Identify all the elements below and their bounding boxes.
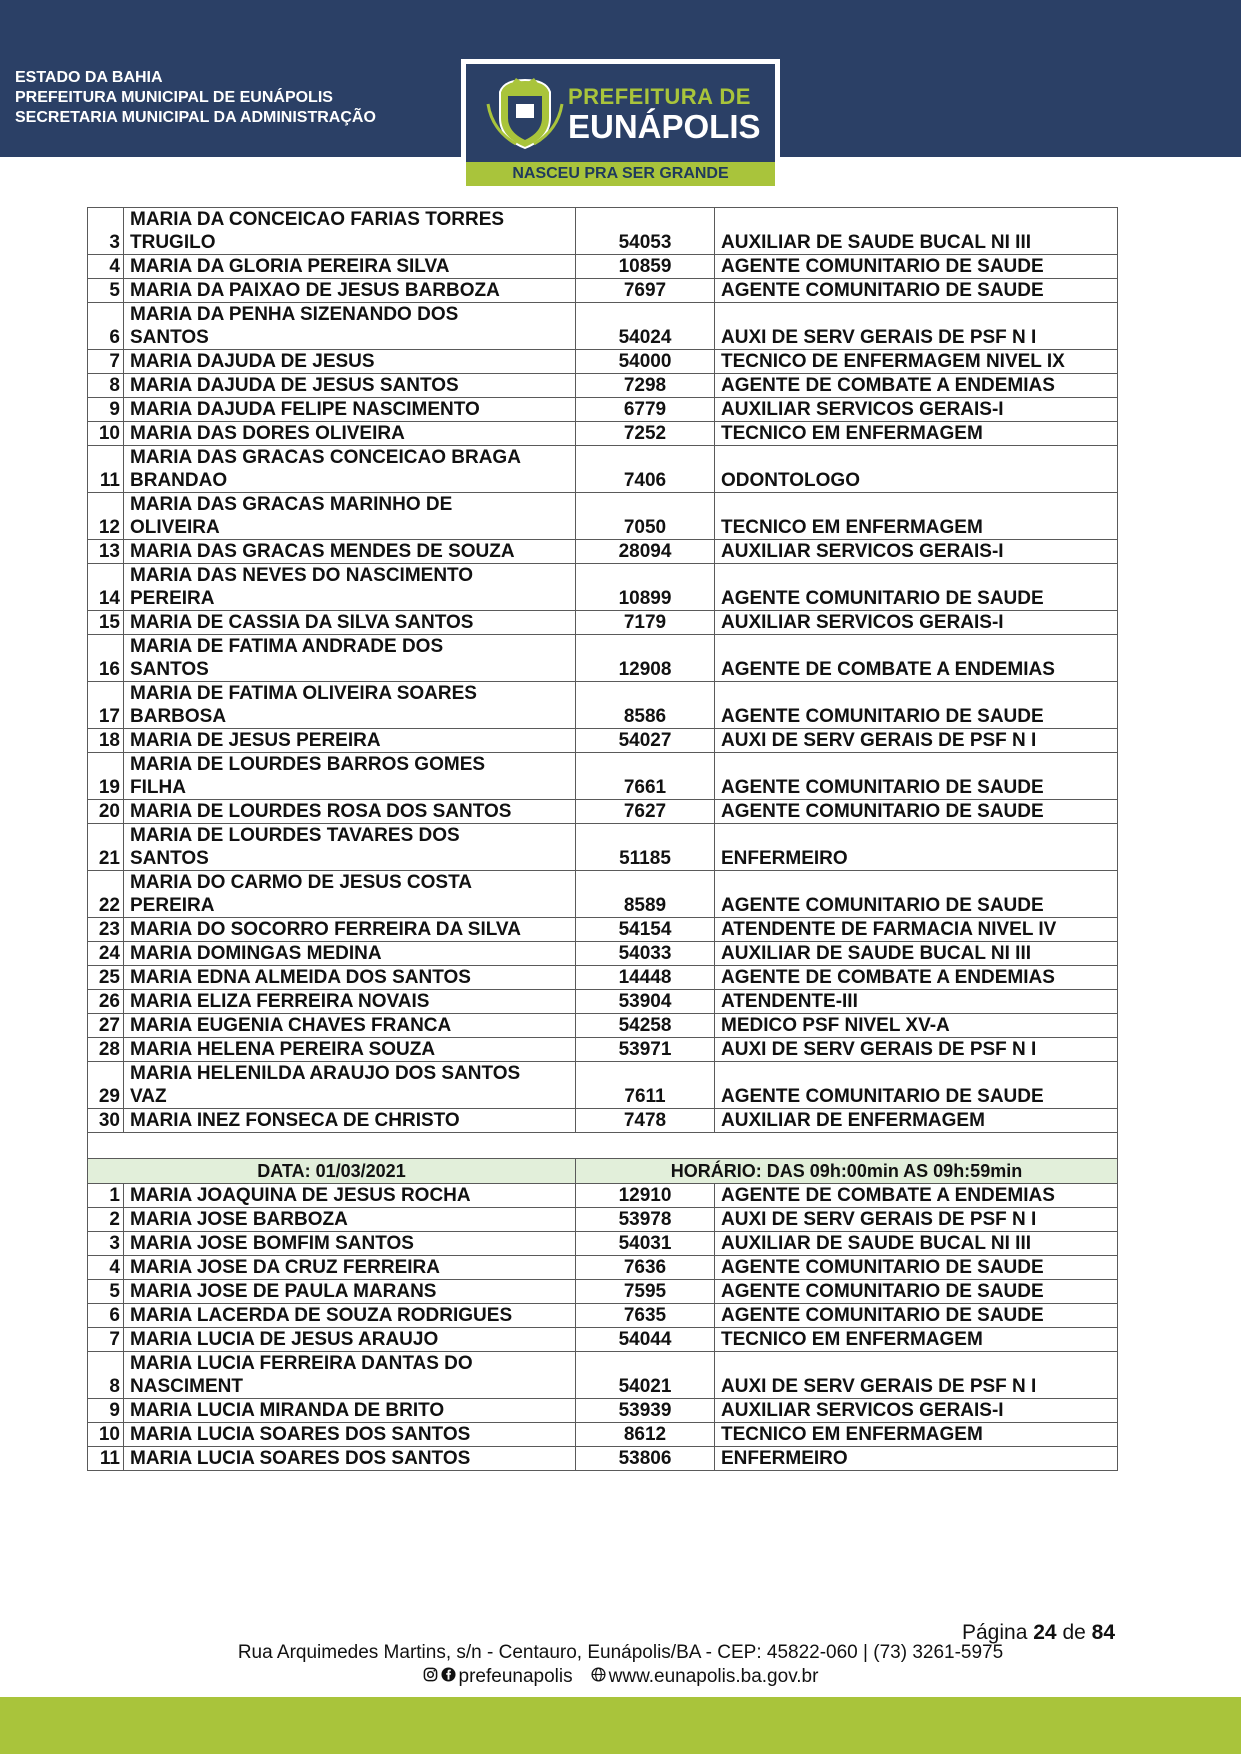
employee-name-line: OLIVEIRA [130, 517, 220, 538]
employee-id: 8589 [576, 871, 715, 918]
row-number: 30 [88, 1109, 124, 1133]
row-number: 20 [88, 800, 124, 824]
logo-text-top: PREFEITURA DE [568, 84, 751, 109]
schedule-time: HORÁRIO: DAS 09h:00min AS 09h:59min [576, 1159, 1118, 1184]
table-row [88, 1038, 1118, 1062]
table-row [88, 374, 1118, 398]
employee-name [124, 540, 576, 564]
globe-icon [591, 1666, 609, 1688]
employee-role: AGENTE COMUNITARIO DE SAUDE [715, 800, 1118, 824]
employee-name-line: MARIA HELENA PEREIRA SOUZA [130, 1039, 436, 1060]
employee-id: 53939 [576, 1399, 715, 1423]
prefecture-logo [461, 59, 780, 191]
table-row [88, 1256, 1118, 1280]
page-word: Página [962, 1621, 1028, 1644]
employee-name [124, 611, 576, 635]
row-number: 25 [88, 966, 124, 990]
employee-name [124, 1352, 576, 1399]
employee-role: TECNICO EM ENFERMAGEM [715, 493, 1118, 540]
employee-name [124, 1304, 576, 1328]
row-number: 7 [88, 350, 124, 374]
employee-id: 7661 [576, 753, 715, 800]
employee-name-line: MARIA DE FATIMA ANDRADE DOS [130, 636, 444, 657]
row-number: 9 [88, 1399, 124, 1423]
employee-name [124, 208, 576, 255]
employee-name [124, 1399, 576, 1423]
table-row [88, 446, 1118, 493]
employee-name-line: NASCIMENT [130, 1376, 243, 1397]
employee-id: 54258 [576, 1014, 715, 1038]
employee-name [124, 1280, 576, 1304]
section-separator [88, 1133, 1118, 1159]
employee-name [124, 1423, 576, 1447]
employee-name-line: MARIA DO SOCORRO FERREIRA DA SILVA [130, 919, 521, 940]
table-row [88, 350, 1118, 374]
employee-id: 53978 [576, 1208, 715, 1232]
employee-name [124, 1038, 576, 1062]
employee-id: 7252 [576, 422, 715, 446]
table-row [88, 1208, 1118, 1232]
table-row [88, 1423, 1118, 1447]
table-row [88, 540, 1118, 564]
table-row [88, 1352, 1118, 1399]
employee-role: AGENTE COMUNITARIO DE SAUDE [715, 279, 1118, 303]
employee-name [124, 350, 576, 374]
employee-name-line: BRANDAO [130, 470, 228, 491]
employee-name-line: MARIA DAJUDA FELIPE NASCIMENTO [130, 399, 480, 420]
table-row [88, 1447, 1118, 1471]
employee-role: AGENTE COMUNITARIO DE SAUDE [715, 1256, 1118, 1280]
row-number: 26 [88, 990, 124, 1014]
row-number: 4 [88, 255, 124, 279]
table-row [88, 255, 1118, 279]
row-number: 24 [88, 942, 124, 966]
employee-name-line: MARIA DE CASSIA DA SILVA SANTOS [130, 612, 474, 633]
employee-id: 54053 [576, 208, 715, 255]
employee-role: AUXI DE SERV GERAIS DE PSF N I [715, 303, 1118, 350]
employee-name-line: MARIA LUCIA SOARES DOS SANTOS [130, 1448, 471, 1469]
employee-name [124, 1232, 576, 1256]
employee-id: 53904 [576, 990, 715, 1014]
section2-rows [88, 1184, 1118, 1471]
employee-role: ATENDENTE-III [715, 990, 1118, 1014]
employee-name-line: MARIA DA PENHA SIZENANDO DOS [130, 304, 459, 325]
employee-name-line: MARIA INEZ FONSECA DE CHRISTO [130, 1110, 460, 1131]
employee-name-line: SANTOS [130, 327, 209, 348]
page-of: de [1062, 1621, 1086, 1644]
row-number: 8 [88, 1352, 124, 1399]
row-number: 8 [88, 374, 124, 398]
employee-name-line: MARIA JOSE DE PAULA MARANS [130, 1281, 437, 1302]
row-number: 28 [88, 1038, 124, 1062]
employee-name [124, 422, 576, 446]
table-row [88, 682, 1118, 729]
employee-role: AUXI DE SERV GERAIS DE PSF N I [715, 729, 1118, 753]
employee-id: 7627 [576, 800, 715, 824]
employee-name [124, 398, 576, 422]
employee-name-line: MARIA DA GLORIA PEREIRA SILVA [130, 256, 450, 277]
employee-name [124, 682, 576, 729]
row-number: 1 [88, 1184, 124, 1208]
table-row [88, 1280, 1118, 1304]
employee-role: MEDICO PSF NIVEL XV-A [715, 1014, 1118, 1038]
employee-name [124, 279, 576, 303]
employee-role: AGENTE COMUNITARIO DE SAUDE [715, 1280, 1118, 1304]
employee-name-line: MARIA DE LOURDES BARROS GOMES [130, 754, 486, 775]
table-row [88, 1062, 1118, 1109]
employee-id: 54031 [576, 1232, 715, 1256]
employee-role: AUXILIAR DE SAUDE BUCAL NI III [715, 942, 1118, 966]
employee-role: AUXILIAR DE SAUDE BUCAL NI III [715, 208, 1118, 255]
employee-role: AUXILIAR DE ENFERMAGEM [715, 1109, 1118, 1133]
employee-role: ENFERMEIRO [715, 1447, 1118, 1471]
table-row [88, 918, 1118, 942]
logo-text-city: EUNÁPOLIS [568, 108, 761, 145]
employee-name-line: MARIA EUGENIA CHAVES FRANCA [130, 1015, 452, 1036]
table-row [88, 1184, 1118, 1208]
schedule-date: DATA: 01/03/2021 [88, 1159, 576, 1184]
header-line-secretariat: SECRETARIA MUNICIPAL DA ADMINISTRAÇÃO [15, 109, 376, 126]
logo-slogan: NASCEU PRA SER GRANDE [466, 162, 775, 186]
row-number: 14 [88, 564, 124, 611]
employee-name [124, 1328, 576, 1352]
employee-name-line: MARIA LUCIA DE JESUS ARAUJO [130, 1329, 439, 1350]
footer-address: Rua Arquimedes Martins, s/n - Centauro, Eunápolis/BA - CEP: 45822-060 | (73) 3261-5975 [237, 1642, 1004, 1663]
employee-name-line: MARIA JOSE DA CRUZ FERREIRA [130, 1257, 440, 1278]
row-number: 23 [88, 918, 124, 942]
employee-name-line: MARIA DAJUDA DE JESUS SANTOS [130, 375, 459, 396]
employee-role: ODONTOLOGO [715, 446, 1118, 493]
row-number: 21 [88, 824, 124, 871]
employee-name [124, 729, 576, 753]
facebook-icon [441, 1666, 459, 1688]
employee-name [124, 1109, 576, 1133]
employee-name-line: MARIA LUCIA SOARES DOS SANTOS [130, 1424, 471, 1445]
empty-row [88, 1133, 1118, 1159]
employee-id: 54033 [576, 942, 715, 966]
employee-id: 14448 [576, 966, 715, 990]
row-number: 5 [88, 279, 124, 303]
employee-id: 8586 [576, 682, 715, 729]
employee-name-line: SANTOS [130, 848, 209, 869]
employee-id: 54044 [576, 1328, 715, 1352]
section2-header [88, 1159, 1118, 1184]
employee-role: AUXILIAR SERVICOS GERAIS-I [715, 540, 1118, 564]
table-row [88, 611, 1118, 635]
row-number: 11 [88, 446, 124, 493]
footer-color-bar [0, 1697, 1241, 1754]
employee-role: TECNICO EM ENFERMAGEM [715, 1328, 1118, 1352]
table-row [88, 942, 1118, 966]
instagram-icon [423, 1666, 441, 1688]
employee-id: 53971 [576, 1038, 715, 1062]
table-row [88, 824, 1118, 871]
employee-id: 7050 [576, 493, 715, 540]
employee-id: 7636 [576, 1256, 715, 1280]
employee-id: 7406 [576, 446, 715, 493]
table-row [88, 1328, 1118, 1352]
employee-name-line: PEREIRA [130, 895, 215, 916]
employee-name [124, 1447, 576, 1471]
employee-name-line: MARIA DE LOURDES TAVARES DOS [130, 825, 460, 846]
employee-id: 51185 [576, 824, 715, 871]
row-number: 5 [88, 1280, 124, 1304]
employee-name-line: BARBOSA [130, 706, 227, 727]
employee-name-line: MARIA JOAQUINA DE JESUS ROCHA [130, 1185, 471, 1206]
row-number: 22 [88, 871, 124, 918]
table-row [88, 279, 1118, 303]
row-number: 18 [88, 729, 124, 753]
employee-name [124, 990, 576, 1014]
section1-rows [88, 208, 1118, 1133]
employee-role: TECNICO DE ENFERMAGEM NIVEL IX [715, 350, 1118, 374]
employee-role: AGENTE DE COMBATE A ENDEMIAS [715, 966, 1118, 990]
row-number: 9 [88, 398, 124, 422]
employee-role: AUXI DE SERV GERAIS DE PSF N I [715, 1208, 1118, 1232]
employee-role: AGENTE COMUNITARIO DE SAUDE [715, 1062, 1118, 1109]
employee-name-line: MARIA DAJUDA DE JESUS [130, 351, 375, 372]
employee-id: 7298 [576, 374, 715, 398]
table-row [88, 1399, 1118, 1423]
row-number: 12 [88, 493, 124, 540]
employee-name-line: MARIA LACERDA DE SOUZA RODRIGUES [130, 1305, 513, 1326]
employee-name [124, 635, 576, 682]
employee-role: ENFERMEIRO [715, 824, 1118, 871]
employee-name-line: MARIA DAS GRACAS MARINHO DE [130, 494, 453, 515]
table-row [88, 398, 1118, 422]
employee-name-line: TRUGILO [130, 232, 216, 253]
employee-id: 53806 [576, 1447, 715, 1471]
row-number: 10 [88, 422, 124, 446]
staff-schedule-table [87, 207, 1118, 1471]
table-row [88, 303, 1118, 350]
employee-name-line: MARIA DO CARMO DE JESUS COSTA [130, 872, 473, 893]
employee-name-line: MARIA DE JESUS PEREIRA [130, 730, 381, 751]
employee-name [124, 1256, 576, 1280]
footer-social [0, 1666, 1241, 1688]
table-row [88, 564, 1118, 611]
employee-name [124, 942, 576, 966]
table-row [88, 966, 1118, 990]
employee-name-line: FILHA [130, 777, 186, 798]
header-line-prefecture: PREFEITURA MUNICIPAL DE EUNÁPOLIS [15, 89, 333, 106]
employee-id: 7635 [576, 1304, 715, 1328]
employee-id: 7179 [576, 611, 715, 635]
employee-id: 54000 [576, 350, 715, 374]
employee-name [124, 871, 576, 918]
header-line-state: ESTADO DA BAHIA [15, 69, 163, 86]
employee-name-line: MARIA DAS GRACAS CONCEICAO BRAGA [130, 447, 521, 468]
row-number: 6 [88, 1304, 124, 1328]
employee-role: AGENTE DE COMBATE A ENDEMIAS [715, 1184, 1118, 1208]
employee-name-line: MARIA DAS NEVES DO NASCIMENTO [130, 565, 474, 586]
employee-name-line: MARIA JOSE BARBOZA [130, 1209, 348, 1230]
row-number: 17 [88, 682, 124, 729]
employee-id: 12908 [576, 635, 715, 682]
employee-role: AUXILIAR DE SAUDE BUCAL NI III [715, 1232, 1118, 1256]
employee-id: 6779 [576, 398, 715, 422]
row-number: 11 [88, 1447, 124, 1471]
table-row [88, 1304, 1118, 1328]
employee-name [124, 1208, 576, 1232]
page-current: 24 [1033, 1621, 1057, 1644]
website-link[interactable]: www.eunapolis.ba.gov.br [608, 1666, 819, 1687]
employee-name-line: SANTOS [130, 659, 209, 680]
employee-id: 12910 [576, 1184, 715, 1208]
employee-role: AUXILIAR SERVICOS GERAIS-I [715, 611, 1118, 635]
table-row [88, 422, 1118, 446]
employee-role: AGENTE COMUNITARIO DE SAUDE [715, 1304, 1118, 1328]
employee-role: AGENTE COMUNITARIO DE SAUDE [715, 871, 1118, 918]
table-row [88, 635, 1118, 682]
employee-id: 28094 [576, 540, 715, 564]
table-row [88, 729, 1118, 753]
employee-name-line: MARIA DE FATIMA OLIVEIRA SOARES [130, 683, 477, 704]
employee-role: TECNICO EM ENFERMAGEM [715, 422, 1118, 446]
employee-id: 7697 [576, 279, 715, 303]
employee-name-line: VAZ [130, 1086, 167, 1107]
employee-name [124, 753, 576, 800]
employee-role: AUXILIAR SERVICOS GERAIS-I [715, 398, 1118, 422]
employee-id: 54027 [576, 729, 715, 753]
employee-role: AGENTE DE COMBATE A ENDEMIAS [715, 635, 1118, 682]
row-number: 10 [88, 1423, 124, 1447]
row-number: 15 [88, 611, 124, 635]
employee-id: 8612 [576, 1423, 715, 1447]
employee-name-line: MARIA DAS DORES OLIVEIRA [130, 423, 405, 444]
employee-role: AGENTE COMUNITARIO DE SAUDE [715, 753, 1118, 800]
employee-name [124, 1062, 576, 1109]
employee-name-line: PEREIRA [130, 588, 215, 609]
employee-role: AGENTE COMUNITARIO DE SAUDE [715, 682, 1118, 729]
row-number: 4 [88, 1256, 124, 1280]
employee-name-line: MARIA DA CONCEICAO FARIAS TORRES [130, 209, 505, 230]
employee-name [124, 374, 576, 398]
row-number: 7 [88, 1328, 124, 1352]
employee-role: ATENDENTE DE FARMACIA NIVEL IV [715, 918, 1118, 942]
table-row [88, 1109, 1118, 1133]
table-row [88, 208, 1118, 255]
employee-name-line: MARIA DE LOURDES ROSA DOS SANTOS [130, 801, 512, 822]
employee-name [124, 564, 576, 611]
page-total: 84 [1091, 1621, 1115, 1644]
employee-name-line: MARIA DOMINGAS MEDINA [130, 943, 382, 964]
employee-role: AUXILIAR SERVICOS GERAIS-I [715, 1399, 1118, 1423]
employee-name [124, 446, 576, 493]
row-number: 19 [88, 753, 124, 800]
employee-name-line: MARIA EDNA ALMEIDA DOS SANTOS [130, 967, 471, 988]
employee-id: 54154 [576, 918, 715, 942]
employee-name [124, 493, 576, 540]
row-number: 16 [88, 635, 124, 682]
employee-name-line: MARIA DA PAIXAO DE JESUS BARBOZA [130, 280, 500, 301]
employee-name [124, 800, 576, 824]
employee-id: 54024 [576, 303, 715, 350]
row-number: 6 [88, 303, 124, 350]
employee-name [124, 824, 576, 871]
employee-id: 7478 [576, 1109, 715, 1133]
row-number: 3 [88, 1232, 124, 1256]
logo-panel [466, 64, 775, 162]
employee-name [124, 303, 576, 350]
employee-name [124, 918, 576, 942]
employee-id: 10899 [576, 564, 715, 611]
employee-name [124, 255, 576, 279]
employee-name-line: MARIA ELIZA FERREIRA NOVAIS [130, 991, 430, 1012]
row-number: 27 [88, 1014, 124, 1038]
employee-id: 54021 [576, 1352, 715, 1399]
row-number: 2 [88, 1208, 124, 1232]
table-row [88, 871, 1118, 918]
employee-name [124, 1184, 576, 1208]
table-row [88, 1232, 1118, 1256]
schedule-header-row [88, 1159, 1118, 1184]
row-number: 3 [88, 208, 124, 255]
row-number: 13 [88, 540, 124, 564]
coat-of-arms-icon [486, 74, 564, 152]
employee-name-line: MARIA HELENILDA ARAUJO DOS SANTOS [130, 1063, 521, 1084]
employee-name-line: MARIA LUCIA FERREIRA DANTAS DO [130, 1353, 473, 1374]
table-row [88, 493, 1118, 540]
employee-id: 7595 [576, 1280, 715, 1304]
employee-role: AGENTE COMUNITARIO DE SAUDE [715, 564, 1118, 611]
employee-role: AUXI DE SERV GERAIS DE PSF N I [715, 1352, 1118, 1399]
employee-role: AGENTE COMUNITARIO DE SAUDE [715, 255, 1118, 279]
header-institution-text [15, 68, 376, 128]
employee-name [124, 1014, 576, 1038]
employee-role: TECNICO EM ENFERMAGEM [715, 1423, 1118, 1447]
employee-role: AUXI DE SERV GERAIS DE PSF N I [715, 1038, 1118, 1062]
employee-name [124, 966, 576, 990]
employee-name-line: MARIA JOSE BOMFIM SANTOS [130, 1233, 414, 1254]
employee-id: 7611 [576, 1062, 715, 1109]
table-row [88, 1014, 1118, 1038]
employee-role: AGENTE DE COMBATE A ENDEMIAS [715, 374, 1118, 398]
employee-name-line: MARIA DAS GRACAS MENDES DE SOUZA [130, 541, 515, 562]
row-number: 29 [88, 1062, 124, 1109]
employee-id: 10859 [576, 255, 715, 279]
table-row [88, 753, 1118, 800]
table-row [88, 990, 1118, 1014]
table-row [88, 800, 1118, 824]
employee-name-line: MARIA LUCIA MIRANDA DE BRITO [130, 1400, 445, 1421]
social-handle: prefeunapolis [458, 1666, 573, 1687]
